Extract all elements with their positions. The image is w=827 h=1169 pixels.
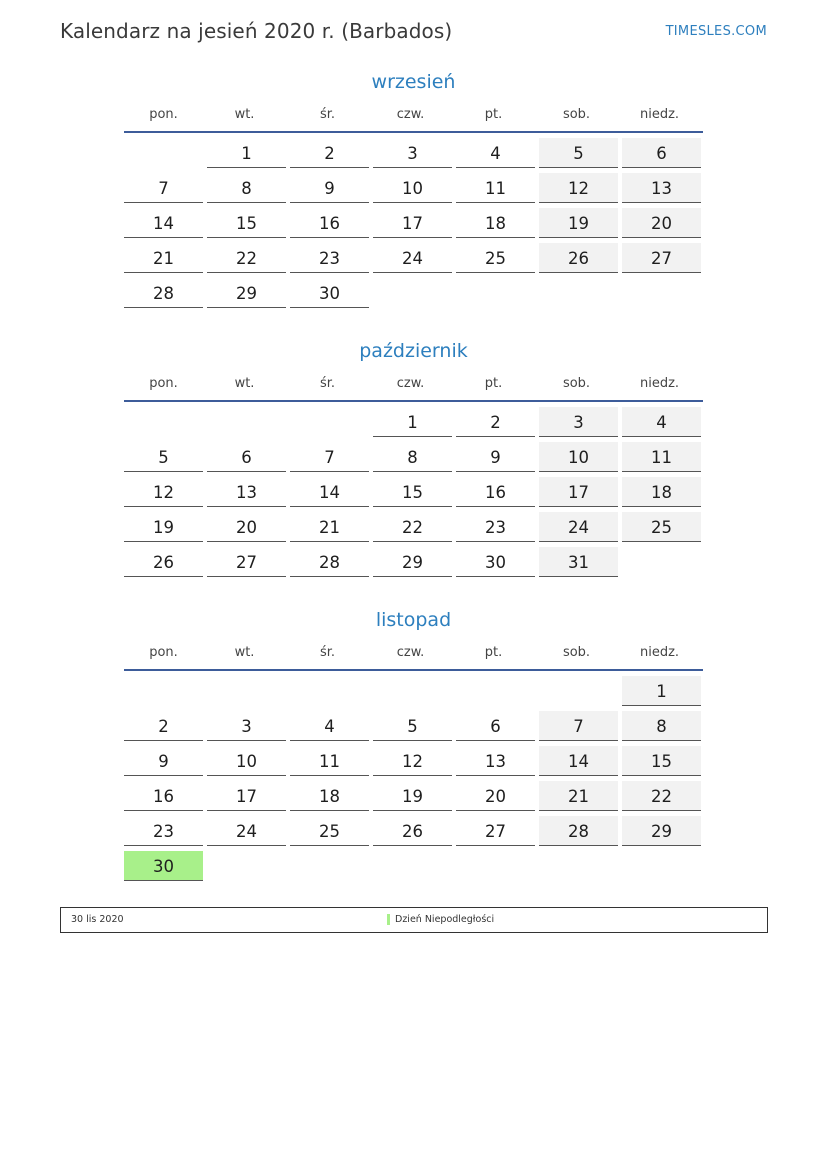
month-title: wrzesień xyxy=(371,71,456,93)
day-cell: 10 xyxy=(373,173,452,203)
day-cell: 10 xyxy=(207,746,286,776)
weekend-day-cell: 4 xyxy=(622,407,701,437)
day-cell: 13 xyxy=(456,746,535,776)
page-title: Kalendarz na jesień 2020 r. (Barbados) xyxy=(60,19,453,43)
day-cell: 18 xyxy=(290,781,369,811)
day-cell: 2 xyxy=(456,407,535,437)
day-cell: 7 xyxy=(290,442,369,472)
weekend-day-cell: 26 xyxy=(539,243,618,273)
day-cell: 25 xyxy=(456,243,535,273)
day-cell: 23 xyxy=(290,243,369,273)
weekend-day-cell: 1 xyxy=(622,676,701,706)
day-cell: 4 xyxy=(290,711,369,741)
month-title: listopad xyxy=(375,609,452,631)
weekday-label: niedz. xyxy=(639,107,680,122)
day-cell: 16 xyxy=(290,208,369,238)
weekend-day-cell: 22 xyxy=(622,781,701,811)
weekday-label: śr. xyxy=(319,376,336,391)
legend-holiday-name: Dzień Niepodległości xyxy=(395,914,495,925)
day-cell: 23 xyxy=(124,816,203,846)
weekend-day-cell: 12 xyxy=(539,173,618,203)
weekend-day-cell: 17 xyxy=(539,477,618,507)
site-link[interactable]: TIMESLES.COM xyxy=(665,24,767,39)
day-cell: 13 xyxy=(207,477,286,507)
weekend-day-cell: 5 xyxy=(539,138,618,168)
empty-cell xyxy=(456,676,535,706)
weekday-label: pt. xyxy=(484,107,503,122)
day-cell: 26 xyxy=(373,816,452,846)
weekend-day-cell: 13 xyxy=(622,173,701,203)
weekend-day-cell: 29 xyxy=(622,816,701,846)
day-cell: 19 xyxy=(124,512,203,542)
day-cell: 9 xyxy=(456,442,535,472)
day-cell: 25 xyxy=(290,816,369,846)
weekend-day-cell: 24 xyxy=(539,512,618,542)
weekday-label: wt. xyxy=(234,645,255,660)
holiday-day-cell: 30 xyxy=(124,851,203,881)
day-cell: 14 xyxy=(124,208,203,238)
day-grid xyxy=(124,676,703,881)
empty-cell xyxy=(373,676,452,706)
weekday-label: śr. xyxy=(319,107,336,122)
day-cell: 3 xyxy=(207,711,286,741)
empty-cell xyxy=(124,676,203,706)
weekday-label: niedz. xyxy=(639,376,680,391)
weekday-header-row xyxy=(124,102,703,128)
day-cell: 8 xyxy=(373,442,452,472)
month-october xyxy=(124,337,703,577)
weekend-day-cell: 20 xyxy=(622,208,701,238)
weekend-day-cell: 27 xyxy=(622,243,701,273)
weekday-label: pt. xyxy=(484,376,503,391)
weekday-label: wt. xyxy=(234,376,255,391)
day-cell: 30 xyxy=(290,278,369,308)
day-cell: 12 xyxy=(124,477,203,507)
weekend-day-cell: 6 xyxy=(622,138,701,168)
day-cell: 30 xyxy=(456,547,535,577)
day-cell: 9 xyxy=(124,746,203,776)
weekday-label: czw. xyxy=(396,376,425,391)
day-cell: 1 xyxy=(207,138,286,168)
weekday-label: czw. xyxy=(396,107,425,122)
legend-date: 30 lis 2020 xyxy=(71,914,124,925)
weekday-label: pon. xyxy=(149,376,178,391)
weekday-label: pon. xyxy=(149,645,178,660)
weekend-day-cell: 10 xyxy=(539,442,618,472)
day-cell: 17 xyxy=(373,208,452,238)
weekend-day-cell: 7 xyxy=(539,711,618,741)
day-grid xyxy=(124,407,703,577)
weekend-day-cell: 15 xyxy=(622,746,701,776)
empty-cell xyxy=(207,676,286,706)
day-cell: 1 xyxy=(373,407,452,437)
weekday-label: czw. xyxy=(396,645,425,660)
day-cell: 26 xyxy=(124,547,203,577)
day-cell: 20 xyxy=(207,512,286,542)
weekday-label: śr. xyxy=(319,645,336,660)
day-cell: 2 xyxy=(124,711,203,741)
day-cell: 6 xyxy=(207,442,286,472)
weekday-label: wt. xyxy=(234,107,255,122)
day-cell: 20 xyxy=(456,781,535,811)
weekday-label: pon. xyxy=(149,107,178,122)
weekday-label: sob. xyxy=(562,107,591,122)
weekday-header-row xyxy=(124,640,703,666)
empty-cell xyxy=(290,676,369,706)
day-cell: 11 xyxy=(290,746,369,776)
day-cell: 15 xyxy=(207,208,286,238)
header-rule xyxy=(124,669,703,671)
holiday-legend xyxy=(60,907,768,933)
day-cell: 29 xyxy=(207,278,286,308)
day-cell: 21 xyxy=(124,243,203,273)
month-november xyxy=(124,606,703,881)
day-cell: 11 xyxy=(456,173,535,203)
day-cell: 22 xyxy=(373,512,452,542)
day-cell: 28 xyxy=(124,278,203,308)
day-cell: 6 xyxy=(456,711,535,741)
day-cell: 29 xyxy=(373,547,452,577)
day-cell: 21 xyxy=(290,512,369,542)
day-cell: 4 xyxy=(456,138,535,168)
day-cell: 22 xyxy=(207,243,286,273)
empty-cell xyxy=(124,407,203,437)
empty-cell xyxy=(539,676,618,706)
empty-cell xyxy=(290,407,369,437)
header-rule xyxy=(124,400,703,402)
day-cell: 8 xyxy=(207,173,286,203)
day-cell: 15 xyxy=(373,477,452,507)
day-cell: 12 xyxy=(373,746,452,776)
day-cell: 2 xyxy=(290,138,369,168)
weekend-day-cell: 18 xyxy=(622,477,701,507)
day-grid xyxy=(124,138,703,308)
weekend-day-cell: 14 xyxy=(539,746,618,776)
header-rule xyxy=(124,131,703,133)
day-cell: 24 xyxy=(373,243,452,273)
weekend-day-cell: 19 xyxy=(539,208,618,238)
day-cell: 5 xyxy=(373,711,452,741)
weekday-label: sob. xyxy=(562,376,591,391)
month-september xyxy=(124,68,703,308)
day-cell: 16 xyxy=(124,781,203,811)
weekend-day-cell: 28 xyxy=(539,816,618,846)
day-cell: 7 xyxy=(124,173,203,203)
day-cell: 5 xyxy=(124,442,203,472)
weekday-header-row xyxy=(124,371,703,397)
weekday-label: niedz. xyxy=(639,645,680,660)
day-cell: 28 xyxy=(290,547,369,577)
weekend-day-cell: 31 xyxy=(539,547,618,577)
day-cell: 24 xyxy=(207,816,286,846)
day-cell: 23 xyxy=(456,512,535,542)
empty-cell xyxy=(124,138,203,168)
day-cell: 27 xyxy=(456,816,535,846)
day-cell: 9 xyxy=(290,173,369,203)
month-title: październik xyxy=(359,340,468,362)
holiday-color-marker xyxy=(387,914,390,925)
empty-cell xyxy=(207,407,286,437)
weekend-day-cell: 8 xyxy=(622,711,701,741)
day-cell: 17 xyxy=(207,781,286,811)
day-cell: 3 xyxy=(373,138,452,168)
day-cell: 16 xyxy=(456,477,535,507)
weekend-day-cell: 25 xyxy=(622,512,701,542)
day-cell: 19 xyxy=(373,781,452,811)
weekday-label: pt. xyxy=(484,645,503,660)
weekend-day-cell: 21 xyxy=(539,781,618,811)
day-cell: 14 xyxy=(290,477,369,507)
weekday-label: sob. xyxy=(562,645,591,660)
weekend-day-cell: 11 xyxy=(622,442,701,472)
weekend-day-cell: 3 xyxy=(539,407,618,437)
day-cell: 27 xyxy=(207,547,286,577)
day-cell: 18 xyxy=(456,208,535,238)
